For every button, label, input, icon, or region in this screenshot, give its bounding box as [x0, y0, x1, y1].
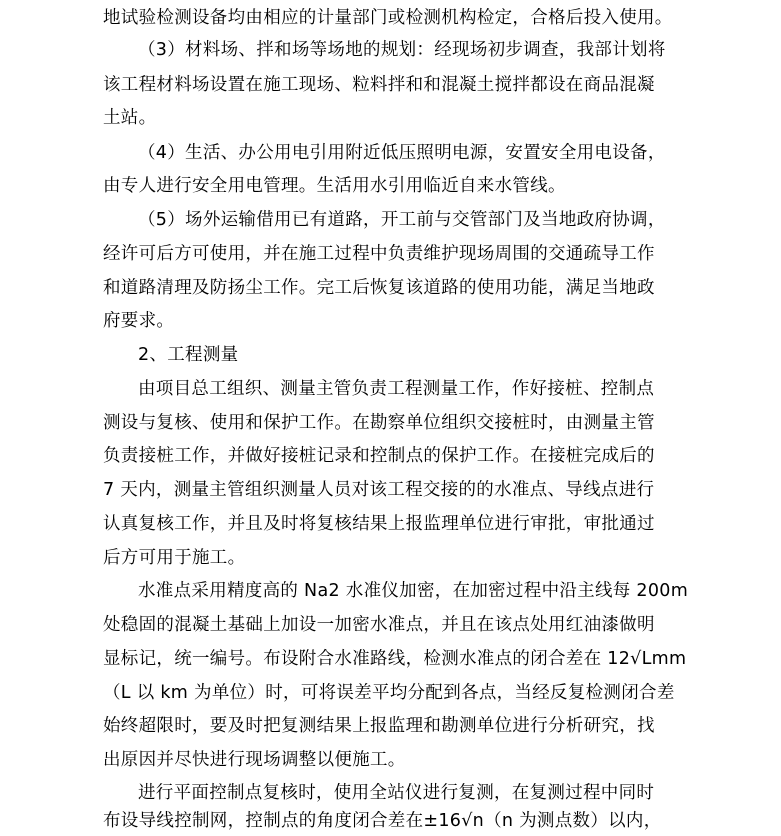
section-heading: 2、工程测量 [138, 345, 239, 365]
text-line: 后方可用于施工。 [103, 548, 246, 568]
text-line: 地试验检测设备均由相应的计量部门或检测机构检定，合格后投入使用。 [103, 8, 673, 28]
text-line: 进行平面控制点复核时，使用全站仪进行复测，在复测过程中同时 [138, 783, 655, 803]
text-line: 处稳固的混凝土基础上加设一加密水准点，并且在该点处用红油漆做明 [103, 615, 655, 635]
text-line: 由专人进行安全用电管理。生活用水引用临近自来水管线。 [103, 176, 566, 196]
text-line: （3）材料场、拌和场等场地的规划：经现场初步调查，我部计划将 [138, 40, 666, 60]
text-line: （L 以 km 为单位）时，可将误差平均分配到各点，当经反复检测闭合差 [103, 683, 675, 703]
text-line: 由项目总工组织、测量主管负责工程测量工作，作好接桩、控制点 [138, 379, 655, 399]
text-line: 经许可后方可使用，并在施工过程中负责维护现场周围的交通疏导工作 [103, 244, 655, 264]
text-line: 府要求。 [103, 311, 175, 331]
text-line: （4）生活、办公用电引用附近低压照明电源，安置安全用电设备， [138, 143, 666, 163]
text-line: 7 天内，测量主管组织测量人员对该工程交接的的水准点、导线点进行 [103, 480, 655, 500]
text-line: 负责接桩工作，并做好接桩记录和控制点的保护工作。在接桩完成后的 [103, 446, 655, 466]
text-line: 土站。 [103, 108, 157, 128]
text-line: 显标记，统一编号。布设附合水准路线，检测水准点的闭合差在 12√Lmm [103, 649, 687, 669]
text-line: 出原因并尽快进行现场调整以便施工。 [103, 750, 406, 770]
text-line: 和道路清理及防扬尘工作。完工后恢复该道路的使用功能，满足当地政 [103, 278, 655, 298]
text-line: 认真复核工作，并且及时将复核结果上报监理单位进行审批，审批通过 [103, 514, 655, 534]
text-line: 测设与复核、使用和保护工作。在勘察单位组织交接桩时，由测量主管 [103, 413, 655, 433]
text-line: （5）场外运输借用已有道路，开工前与交管部门及当地政府协调， [138, 210, 666, 230]
text-line: 水准点采用精度高的 Na2 水准仪加密，在加密过程中沿主线每 200m [138, 581, 689, 601]
text-line: 始终超限时，要及时把复测结果上报监理和勘测单位进行分析研究，找 [103, 716, 655, 736]
text-line: 该工程材料场设置在施工现场、粒料拌和和混凝土搅拌都设在商品混凝 [103, 75, 655, 95]
text-line: 布设导线控制网，控制点的角度闭合差在±16√n（n 为测点数）以内， [103, 811, 662, 831]
